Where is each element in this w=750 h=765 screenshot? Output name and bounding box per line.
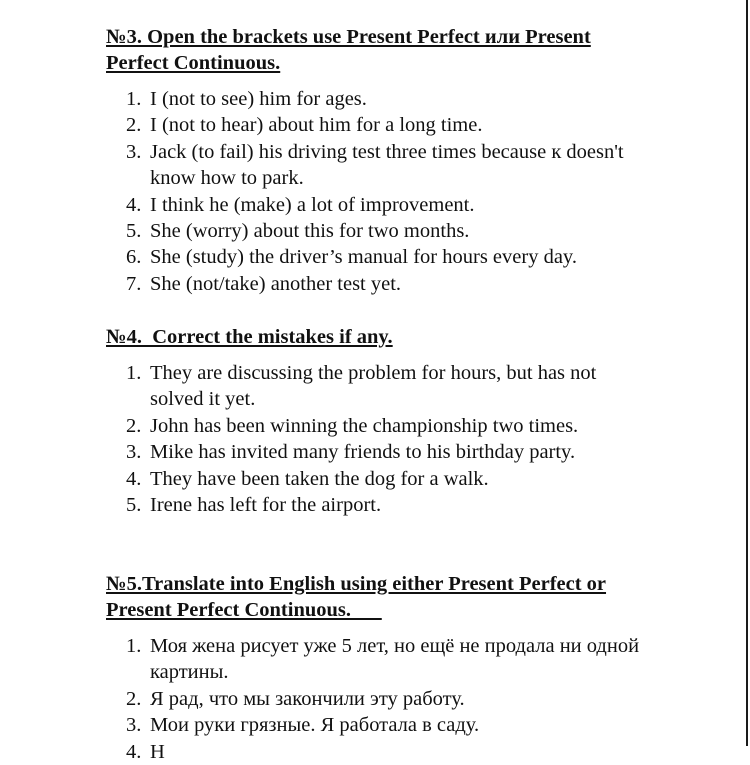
item-text: Н — [150, 740, 165, 763]
exercise-4-list — [106, 360, 706, 518]
item-number: 1. — [126, 635, 142, 657]
item-number: 2. — [126, 114, 142, 137]
item-text: She (study) the driver’s manual for hours every day. — [150, 246, 577, 269]
item-text: They have been taken the dog for a walk. — [150, 467, 489, 490]
list-item — [106, 112, 706, 138]
item-text: I (not to see) him for ages. — [150, 88, 367, 110]
exercise-5-heading — [106, 571, 706, 623]
list-item — [106, 466, 706, 492]
heading-line: Perfect Continuous. — [106, 52, 281, 74]
item-number: 2. — [126, 687, 142, 710]
item-text: Mike has invited many friends to his birthday party. — [150, 441, 576, 464]
list-item — [106, 218, 706, 244]
exercise-3-heading — [106, 24, 706, 76]
item-number: 1. — [126, 88, 142, 110]
exercise-3-list — [106, 86, 706, 297]
item-number: 1. — [126, 362, 142, 384]
item-text: John has been winning the championship two times. — [150, 414, 579, 437]
item-text-continued: картины. — [150, 661, 229, 684]
item-text: Мои руки грязные. Я работала в саду. — [150, 714, 480, 737]
heading-line: №5.Translate into English using either Present Perfect or — [106, 573, 607, 595]
item-text: Irene has left for the airport. — [150, 494, 382, 517]
exercise-3 — [106, 24, 706, 297]
item-number: 3. — [126, 714, 142, 737]
item-number: 4. — [126, 467, 142, 490]
list-item — [106, 492, 706, 518]
page-edge-border — [746, 0, 748, 746]
item-text: Моя жена рисует уже 5 лет, но ещё не продала ни одной — [150, 635, 640, 657]
item-text: Я рад, что мы закончили эту работу. — [150, 687, 465, 710]
item-number: 4. — [126, 193, 142, 216]
exercise-5-list — [106, 633, 706, 765]
item-text: I (not to hear) about him for a long time. — [150, 114, 483, 137]
item-number: 5. — [126, 220, 142, 243]
item-number: 5. — [126, 494, 142, 517]
item-text: They are discussing the problem for hours, but has not — [150, 362, 597, 384]
item-number: 4. — [126, 740, 142, 763]
heading-line: Present Perfect Continuous. — [106, 599, 382, 621]
list-item — [106, 439, 706, 465]
item-number: 6. — [126, 246, 142, 269]
item-number: 3. — [126, 140, 142, 163]
item-text: She (worry) about this for two months. — [150, 220, 470, 243]
item-text-continued: solved it yet. — [150, 388, 256, 411]
list-item — [106, 686, 706, 712]
item-number: 7. — [126, 272, 142, 295]
list-item — [106, 139, 706, 192]
list-item — [106, 413, 706, 439]
heading-line: №3. Open the brackets use Present Perfect или Present — [106, 26, 591, 48]
list-item — [106, 86, 706, 112]
item-text: I think he (make) a lot of improvement. — [150, 193, 475, 216]
list-item — [106, 712, 706, 738]
list-item — [106, 739, 706, 765]
item-number: 2. — [126, 414, 142, 437]
exercise-4 — [106, 324, 706, 518]
list-item — [106, 271, 706, 297]
item-text-continued: know how to park. — [150, 167, 304, 190]
item-text: Jack (to fail) his driving test three times because к doesn't — [150, 140, 624, 163]
list-item — [106, 360, 706, 413]
list-item — [106, 192, 706, 218]
exercise-4-heading — [106, 324, 706, 350]
list-item — [106, 244, 706, 270]
item-number: 3. — [126, 441, 142, 464]
item-text: She (not/take) another test yet. — [150, 272, 402, 295]
heading-line: №4. Correct the mistakes if any. — [106, 326, 393, 348]
exercise-5 — [106, 571, 706, 765]
list-item — [106, 633, 706, 686]
